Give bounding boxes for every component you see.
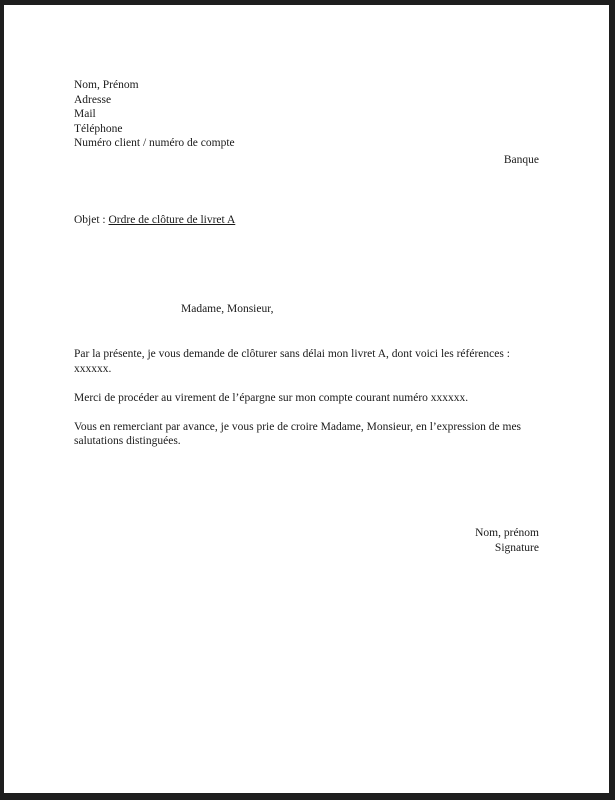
sender-name: Nom, Prénom: [74, 79, 139, 91]
sender-block: [74, 78, 235, 151]
sender-address: Adresse: [74, 93, 112, 106]
recipient-bank: Banque: [503, 154, 539, 166]
sender-mail: Mail: [74, 108, 96, 121]
subject-text: Ordre de clôture de livret A: [108, 214, 236, 226]
subject-label: Objet :: [74, 214, 109, 226]
letter-body: [74, 347, 544, 463]
sender-account: Numéro client / numéro de compte: [74, 137, 235, 150]
body-paragraph-2: Merci de procéder au virement de l’épargne sur mon compte courant numéro xxxxxx.: [74, 391, 469, 404]
closing-block: [475, 526, 539, 555]
subject-line: [74, 213, 235, 228]
salutation: Madame, Monsieur,: [181, 303, 274, 315]
letter-page: [4, 5, 609, 793]
sender-phone: Téléphone: [74, 122, 123, 135]
recipient-block: [504, 153, 539, 168]
body-paragraph-3: Vous en remerciant par avance, je vous prie de croire Madame, Monsieur, en l’expression de mes salutations distinguées.: [74, 420, 522, 448]
closing-signature: Signature: [494, 541, 539, 554]
body-paragraph-1: Par la présente, je vous demande de clôturer sans délai mon livret A, dont voici les références : xxxxxx.: [74, 348, 510, 375]
closing-name: Nom, prénom: [475, 527, 539, 539]
